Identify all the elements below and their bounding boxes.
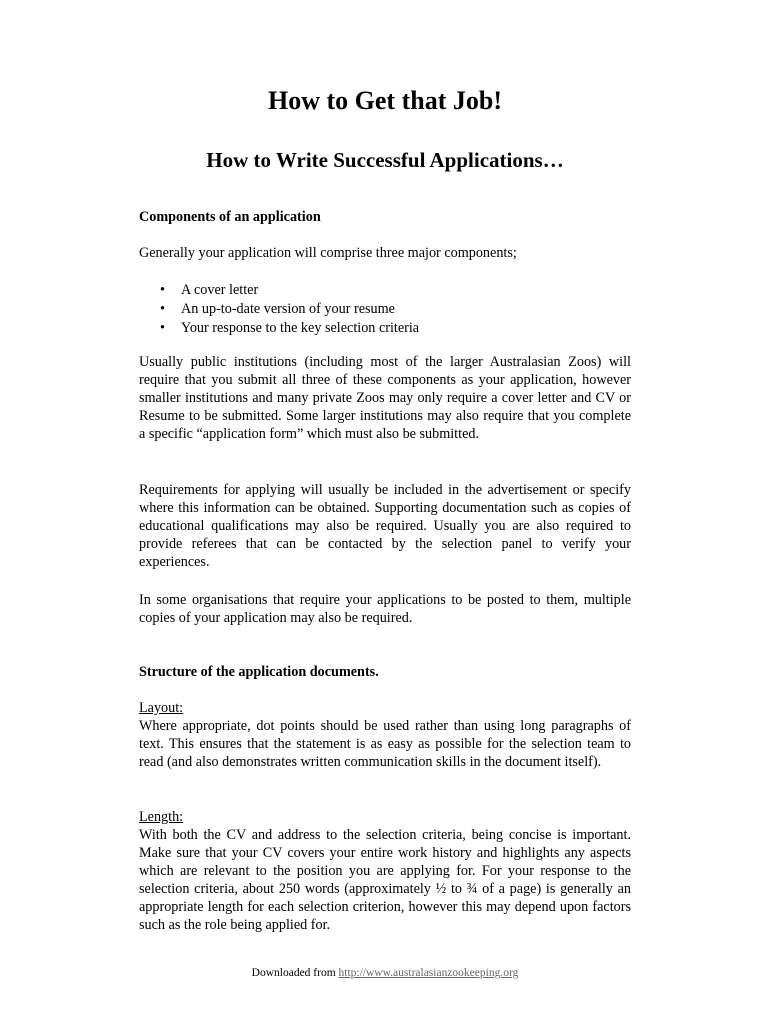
length-label: Length: (139, 809, 184, 825)
list-item (139, 300, 631, 319)
paragraph-public-institutions: Usually public institutions (including most of the larger Australasian Zoos) will require that you submit all three of these components as your application, however smaller institutions and many private Zoos may only require a cover letter and CV or Resume to be submitted. Some larger institutions may also require that you complete a specific “application form” which must also be submitted. (139, 354, 631, 442)
bullet-icon: • (160, 301, 165, 317)
page-subtitle: How to Write Successful Applications… (206, 148, 564, 172)
bullet-icon: • (160, 320, 165, 336)
length-paragraph: With both the CV and address to the selection criteria, being concise is important. Make sure that your CV covers your entire work history and highlights any aspects which are relevant to the position you are applying for. For your response to the selection criteria, about 250 words (approximately ½ to ¾ of a page) is generally an appropriate length for each selection criterion, however this may depend upon factors such as the role being applied for. (139, 827, 631, 933)
paragraph-requirements: Requirements for applying will usually be included in the advertisement or specify where this information can be obtained. Supporting documentation such as copies of educational qualifications may also be required. Usually you are also required to provide referees that can be contacted by the selection panel to verify your experiences. (139, 482, 631, 570)
components-list (139, 281, 631, 338)
list-item-text: Your response to the key selection criteria (181, 320, 420, 336)
footer-prefix: Downloaded from (251, 967, 339, 979)
list-item-text: A cover letter (181, 282, 259, 298)
list-item-text: An up-to-date version of your resume (181, 301, 395, 317)
bullet-icon: • (160, 282, 165, 298)
footer-link[interactable]: http://www.australasianzookeeping.org (338, 967, 519, 979)
components-intro: Generally your application will comprise three major components; (139, 245, 517, 261)
page-title: How to Get that Job! (268, 86, 502, 115)
page-footer (0, 967, 770, 979)
structure-heading: Structure of the application documents. (139, 664, 379, 680)
list-item (139, 319, 631, 338)
list-item (139, 281, 631, 300)
paragraph-multiple-copies: In some organisations that require your applications to be posted to them, multiple copies of your application may also be required. (139, 592, 631, 626)
layout-paragraph: Where appropriate, dot points should be used rather than using long paragraphs of text. This ensures that the statement is as easy as possible for the selection team to read (and also demonstrates written communication skills in the document itself). (139, 718, 631, 770)
layout-label: Layout: (139, 700, 184, 716)
components-heading: Components of an application (139, 209, 321, 225)
